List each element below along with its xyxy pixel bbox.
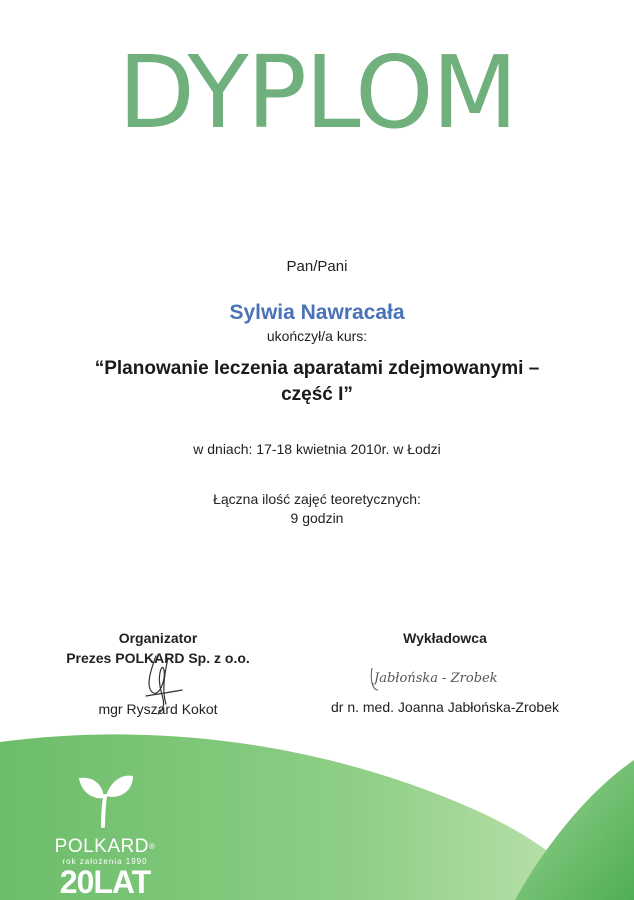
course-title <box>0 356 634 408</box>
logo-years: 20LAT <box>59 864 151 900</box>
logo-subtitle: rok założenia 1990 <box>62 857 148 866</box>
course-dates: w dniach: 17-18 kwietnia 2010r. w Łodzi <box>193 441 441 457</box>
hours-value: 9 godzin <box>290 510 344 526</box>
course-title-line-2: część I” <box>281 384 353 405</box>
organizer-signature <box>138 652 188 722</box>
completed-label: ukończył/a kurs: <box>266 328 368 344</box>
right-wave-shape <box>515 760 634 900</box>
organizer-role: Prezes POLKARD Sp. z o.o. <box>66 650 250 666</box>
lecturer-signature <box>366 660 546 696</box>
recipient-name: Sylwia Nawracała <box>229 301 405 324</box>
svg-text:Jabłońska - Zrobek: Jabłońska - Zrobek <box>374 671 498 686</box>
lecturer-name: dr n. med. Joanna Jabłońska-Zrobek <box>330 699 559 715</box>
salutation: Pan/Pani <box>286 258 348 275</box>
lecturer-block <box>300 628 590 648</box>
hours-label: Łączna ilość zajęć teoretycznych: <box>213 491 421 507</box>
organizer-name: mgr Ryszard Kokot <box>98 701 218 717</box>
course-title-line-1: “Planowanie leczenia aparatami zdejmowanymi – <box>94 358 540 379</box>
lecturer-heading: Wykładowca <box>403 630 487 646</box>
sprout-icon <box>75 770 135 828</box>
polkard-logo <box>50 770 160 898</box>
organizer-heading: Organizator <box>118 630 198 646</box>
diploma-title: DYPLOM <box>117 34 517 151</box>
logo-brand: POLKARD® <box>54 836 156 857</box>
